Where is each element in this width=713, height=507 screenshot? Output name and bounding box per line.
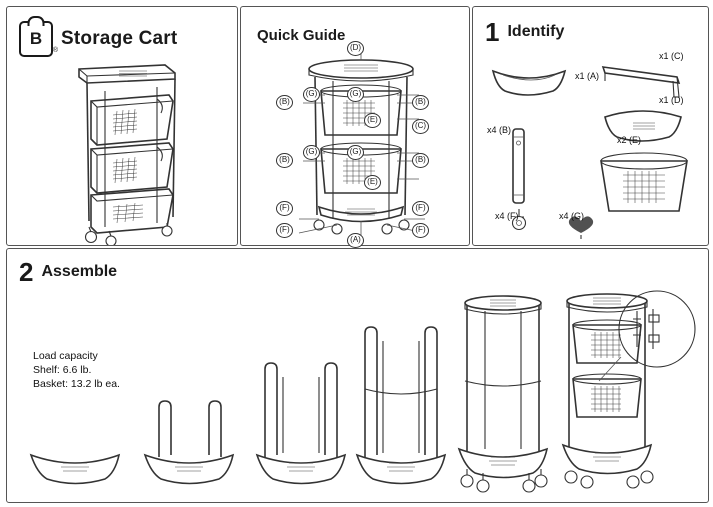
part-B-qty: x4 (B) <box>487 125 512 135</box>
page-title: Storage Cart <box>61 28 178 49</box>
brand-logo <box>19 21 58 57</box>
callout-B1: (B) <box>276 95 293 110</box>
panel-quick-guide <box>240 6 470 246</box>
callout-F3: (F) <box>276 223 293 238</box>
assembly-step-4 <box>357 327 445 484</box>
callout-F2: (F) <box>412 201 429 216</box>
assembly-step-6 <box>563 294 653 488</box>
panel-identify <box>472 6 709 246</box>
identify-heading: Identify <box>507 23 565 40</box>
callout-F1: (F) <box>276 201 293 216</box>
load-capacity-line3: Basket: 13.2 lb ea. <box>33 378 120 390</box>
callout-G1: (G) <box>303 87 320 102</box>
assembly-step-1 <box>31 455 119 484</box>
assembly-step-2 <box>145 401 233 484</box>
part-C-qty: x1 (C) <box>659 51 684 61</box>
assembly-sequence-illustration <box>7 285 708 500</box>
assemble-heading-row <box>19 259 117 285</box>
hero-cart-illustration <box>7 55 235 245</box>
part-A-qty: x1 (A) <box>575 71 600 81</box>
callout-E2: (E) <box>364 175 381 190</box>
callout-E1: (E) <box>364 113 381 128</box>
callout-G4: (G) <box>347 145 364 160</box>
part-G-qty: x4 (G) <box>559 211 585 221</box>
registered-mark: ® <box>52 47 58 54</box>
callout-C: (C) <box>412 119 429 134</box>
callout-A: (A) <box>347 233 364 248</box>
assemble-step-number: 2 <box>19 257 34 287</box>
part-F-qty: x4 (F) <box>495 211 519 221</box>
callout-B2: (B) <box>412 95 429 110</box>
part-E-qty: x2 (E) <box>617 135 642 145</box>
callout-G2: (G) <box>347 87 364 102</box>
callout-G3: (G) <box>303 145 320 160</box>
callout-D: (D) <box>347 41 364 56</box>
quick-guide-heading: Quick Guide <box>257 27 346 44</box>
brand-letter: B <box>29 29 43 48</box>
callout-B3: (B) <box>276 153 293 168</box>
assemble-heading: Assemble <box>41 263 118 280</box>
assembly-step-5 <box>459 296 547 492</box>
load-capacity-line1: Load capacity <box>33 350 98 362</box>
identify-step-number: 1 <box>485 17 500 47</box>
part-D-qty: x1 (D) <box>659 95 684 105</box>
load-capacity-line2: Shelf: 6.6 lb. <box>33 364 92 376</box>
brand-title-row <box>19 21 177 57</box>
callout-F4: (F) <box>412 223 429 238</box>
panel-assemble <box>6 248 709 503</box>
panel-product-title <box>6 6 238 246</box>
callout-B4: (B) <box>412 153 429 168</box>
quick-guide-illustration <box>241 43 469 243</box>
assembly-step-3 <box>257 363 345 484</box>
identify-heading-row <box>485 19 564 45</box>
